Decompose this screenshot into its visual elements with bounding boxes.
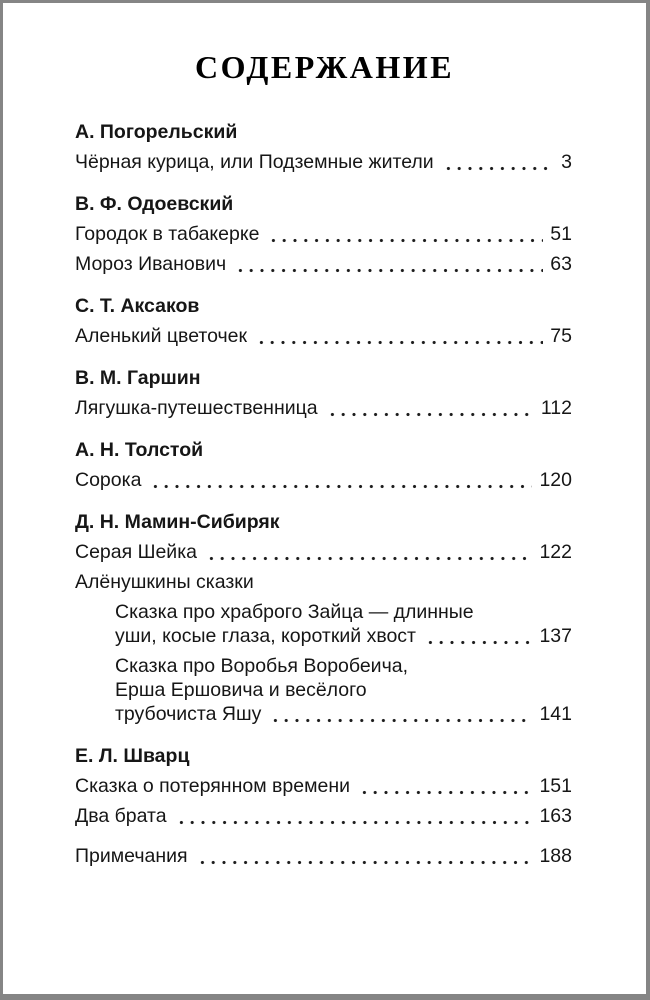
work-title-line: уши, косые глаза, короткий хвост: [115, 625, 416, 647]
work-title-line: трубочиста Яшу: [115, 703, 262, 725]
page-number: 120: [539, 469, 572, 491]
author-heading: В. Ф. Одоевский: [75, 193, 234, 215]
work-title: Сказка о потерянном времени: [75, 775, 350, 797]
toc-entry: [75, 540, 572, 564]
work-title: Лягушка-путешественница: [75, 397, 318, 419]
toc-entry: [75, 150, 572, 174]
dot-leader: [254, 324, 543, 348]
toc-section: [75, 438, 572, 492]
page-number: 188: [539, 845, 572, 867]
page-number: 51: [550, 223, 572, 245]
page-number: 137: [539, 625, 572, 647]
toc-section: [75, 366, 572, 420]
toc-entry: [75, 804, 572, 828]
page-number: 163: [539, 805, 572, 827]
toc-entry: [115, 600, 572, 648]
toc-entry: [115, 654, 572, 726]
dot-leader: [174, 804, 533, 828]
work-title: Аленький цветочек: [75, 325, 248, 347]
work-title: Алёнушкины сказки: [75, 571, 254, 593]
page-number: 63: [550, 253, 572, 275]
dot-leader: [441, 150, 554, 174]
work-title-line: Ерша Ершовича и весёлого: [115, 679, 367, 701]
toc-entry-notes: [75, 844, 572, 868]
dot-leader: [195, 844, 533, 868]
toc-section: [75, 120, 572, 174]
work-title: Два брата: [75, 805, 167, 827]
toc-entry: [75, 468, 572, 492]
author-heading: Е. Л. Шварц: [75, 745, 190, 767]
page-title: СОДЕРЖАНИЕ: [194, 49, 455, 85]
dot-leader: [423, 624, 532, 648]
work-title-line: Сказка про храброго Зайца — длинные: [115, 601, 474, 623]
page-number: 141: [539, 703, 572, 725]
author-heading: А. Н. Толстой: [75, 439, 204, 461]
work-title: Сорока: [75, 469, 142, 491]
page-number: 112: [540, 397, 572, 419]
page-number: 3: [561, 151, 572, 173]
dot-leader: [357, 774, 532, 798]
work-title: Городок в табакерке: [75, 223, 260, 245]
toc-entry: [75, 396, 572, 420]
author-heading: А. Погорельский: [75, 121, 238, 143]
page-number: 151: [539, 775, 572, 797]
dot-leader: [233, 252, 543, 276]
dot-leader: [325, 396, 534, 420]
toc-entry: [75, 222, 572, 246]
author-heading: С. Т. Аксаков: [75, 295, 200, 317]
work-title: Примечания: [75, 845, 188, 867]
author-heading: Д. Н. Мамин-Сибиряк: [75, 511, 280, 533]
toc-entry: [75, 774, 572, 798]
page-number: 75: [550, 325, 572, 347]
toc-section: [75, 510, 572, 726]
toc-entry: [75, 252, 572, 276]
dot-leader: [148, 468, 532, 492]
table-of-contents: [3, 120, 646, 868]
toc-section: [75, 744, 572, 828]
dot-leader: [268, 702, 532, 726]
toc-section: [75, 192, 572, 276]
work-title: Чёрная курица, или Подземные жители: [75, 151, 434, 173]
work-title: Мороз Иванович: [75, 253, 227, 275]
author-heading: В. М. Гаршин: [75, 367, 201, 389]
work-title: Серая Шейка: [75, 541, 198, 563]
dot-leader: [266, 222, 543, 246]
toc-section: [75, 294, 572, 348]
work-title-line: Сказка про Воробья Воробеича,: [115, 655, 408, 677]
toc-entry: [75, 570, 572, 594]
dot-leader: [204, 540, 532, 564]
toc-entry: [75, 324, 572, 348]
page-number: 122: [539, 541, 572, 563]
